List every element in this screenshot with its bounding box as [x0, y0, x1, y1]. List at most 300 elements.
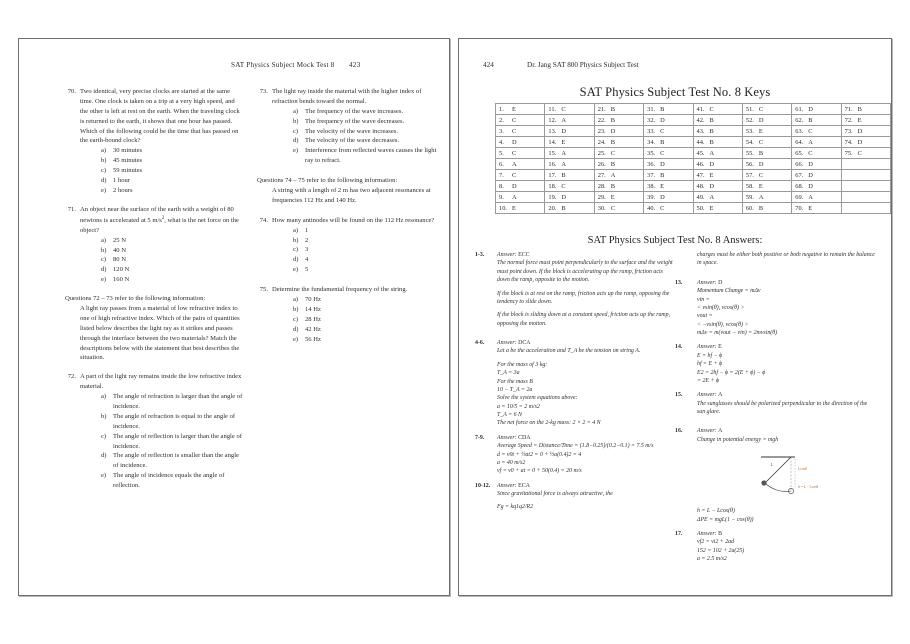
choice-item[interactable] [101, 451, 243, 471]
keys-cell-answer: C [758, 171, 764, 179]
answer-item-body [697, 427, 875, 524]
keys-cell-answer: D [808, 105, 813, 113]
choice-item[interactable] [293, 127, 439, 137]
keys-cell-number: 8. [499, 182, 504, 190]
choice-letter: b) [293, 117, 299, 125]
question-70-number: 70. [67, 88, 76, 95]
answers-column-left [475, 251, 673, 518]
answer-item-index: 1-3. [475, 252, 485, 258]
answer-line [697, 343, 875, 351]
answer-item-body [697, 391, 875, 421]
keys-cell [742, 126, 791, 137]
answer-line [697, 391, 875, 399]
keys-cell-answer: D [610, 127, 616, 135]
keys-cell-number: 66. [795, 160, 804, 168]
keys-cell-number: 10. [499, 204, 507, 212]
keys-cell [594, 126, 643, 137]
answer-item-index: 13. [675, 279, 683, 286]
keys-cell-number: 74. [844, 138, 853, 146]
choice-item[interactable] [293, 226, 439, 236]
keys-cell-number: 34. [647, 138, 656, 146]
choice-item[interactable] [293, 107, 439, 117]
keys-cell [644, 137, 693, 148]
question-74-number: 74. [259, 216, 268, 224]
keys-cell [594, 148, 643, 159]
choice-item[interactable] [293, 255, 439, 265]
keys-cell [644, 170, 693, 181]
stem-74-75 [257, 176, 439, 206]
keys-cell [644, 159, 693, 170]
question-75 [257, 285, 439, 344]
keys-cell [496, 104, 545, 115]
keys-cell [792, 104, 841, 115]
keys-table-row [496, 159, 891, 170]
answer-item-index: 17. [675, 530, 683, 537]
keys-cell [545, 159, 594, 170]
keys-cell-number: 9. [499, 193, 504, 201]
question-71 [65, 205, 243, 285]
choice-text: 5 [305, 266, 309, 274]
keys-cell [792, 148, 841, 159]
question-75-number: 75. [259, 286, 268, 294]
choice-letter: a) [293, 226, 299, 234]
keys-cell-number: 47. [696, 171, 705, 179]
choice-letter: b) [101, 412, 107, 420]
keys-cell-answer: D [709, 182, 715, 190]
keys-cell [841, 148, 890, 159]
question-75-choices [293, 295, 439, 344]
right-page [458, 38, 892, 596]
choice-item[interactable] [101, 146, 243, 156]
choice-letter: b) [293, 305, 299, 313]
keys-cell-answer: B [758, 149, 764, 157]
keys-cell-number: 43. [696, 127, 705, 135]
choice-item[interactable] [101, 275, 243, 285]
choice-letter: e) [293, 335, 299, 343]
keys-cell [792, 192, 841, 203]
keys-cell-answer: D [561, 193, 566, 201]
answer-item [675, 530, 875, 564]
pendulum-lcos-label: Lcosθ [798, 467, 807, 472]
keys-table-row [496, 203, 891, 214]
choice-letter: d) [293, 137, 299, 145]
question-72-text: A part of the light ray remains inside the low refractive index material. [80, 373, 242, 391]
question-73-choices [293, 107, 439, 166]
keys-cell-answer: D [758, 160, 764, 168]
keys-cell [742, 181, 791, 192]
pendulum-h-label: h = L − Lcosθ [798, 485, 819, 490]
question-75-text: Determine the fundamental frequency of the string. [272, 286, 408, 294]
choice-text: 56 Hz [305, 335, 321, 343]
choice-item[interactable] [101, 255, 243, 265]
choice-letter: c) [101, 167, 107, 175]
keys-cell [545, 137, 594, 148]
keys-cell-answer: D [808, 171, 813, 179]
keys-cell-answer: D [758, 116, 764, 124]
question-72-number: 72. [67, 373, 76, 381]
keys-cell-number: 15. [548, 149, 557, 157]
keys-cell-answer: E [512, 105, 516, 113]
choice-text: 120 N [113, 266, 130, 274]
keys-cell [496, 148, 545, 159]
right-page-number: 424 [483, 61, 494, 69]
choice-item[interactable] [101, 246, 243, 256]
choice-text: 160 N [113, 276, 130, 284]
keys-cell [792, 170, 841, 181]
keys-cell-answer: C [561, 105, 566, 113]
keys-cell [496, 137, 545, 148]
keys-table-row [496, 137, 891, 148]
answer-label: Answer: [697, 530, 719, 537]
keys-cell-answer: B [808, 116, 813, 124]
keys-cell-answer: B [660, 105, 665, 113]
answer-item [475, 482, 673, 512]
keys-table-row [496, 192, 891, 203]
keys-table-row [496, 104, 891, 115]
keys-cell-answer: D [660, 116, 665, 124]
choice-text: 30 minutes [113, 147, 143, 155]
answer-item-body [497, 251, 673, 333]
keys-cell-answer: C [512, 149, 517, 157]
choice-item[interactable] [293, 136, 439, 146]
keys-cell-answer: A [512, 193, 517, 201]
keys-cell [644, 126, 693, 137]
keys-cell-number: 69. [795, 193, 804, 201]
keys-cell [792, 203, 841, 214]
keys-cell-answer: E [857, 116, 862, 124]
keys-cell [545, 104, 594, 115]
choice-letter: d) [101, 177, 107, 185]
keys-cell-answer: E [610, 193, 615, 201]
question-70-choices [101, 146, 243, 195]
answer-math-line: E = hf − ϕ [697, 352, 723, 359]
keys-cell-number: 50. [696, 204, 705, 212]
choice-item[interactable] [293, 265, 439, 275]
answer-line [497, 434, 673, 442]
choice-letter: c) [293, 246, 299, 254]
keys-cell [792, 159, 841, 170]
choice-text: 80 N [113, 256, 127, 264]
choice-letter: d) [293, 256, 299, 264]
question-70 [65, 87, 243, 196]
answer-item-index: 16. [675, 428, 683, 435]
keys-cell [693, 170, 742, 181]
stem-72-73-heading: Questions 72 – 73 refer to the following information: [65, 295, 206, 303]
keys-cell-number: 48. [696, 182, 705, 190]
keys-cell-answer: C [758, 138, 764, 146]
keys-cell-number: 67. [795, 171, 804, 179]
answer-math-line: = 2E + ϕ [697, 377, 719, 384]
keys-cell-answer: B [709, 127, 714, 135]
keys-cell-answer: D [709, 160, 715, 168]
answer-math-line: < vsin(θ), vcos(θ) > [697, 304, 745, 311]
choice-item[interactable] [101, 236, 243, 246]
keys-cell-answer: E [709, 171, 714, 179]
choice-item[interactable] [293, 315, 439, 325]
answer-paragraph: If the block is sliding down at a constant speed, friction acts up the ramp, opposing the motion. [497, 312, 671, 327]
answer-paragraph: Let a be the acceleration and T_A be the tension on string A. [497, 348, 641, 355]
choice-item[interactable] [101, 265, 243, 275]
answer-paragraph: charges must be either both positive or both negative to remain the balance in space. [697, 252, 875, 267]
keys-cell-answer: E [512, 204, 516, 212]
keys-cell [693, 137, 742, 148]
keys-cell-number: 39. [647, 193, 656, 201]
keys-cell-answer: C [610, 204, 616, 212]
keys-cell-answer: B [660, 138, 665, 146]
keys-cell [644, 104, 693, 115]
choice-text: The angle of incidence equals the angle of reflection. [113, 472, 225, 490]
keys-cell-number: 68. [795, 182, 804, 190]
keys-cell-number: 5. [499, 149, 504, 157]
choice-letter: b) [101, 157, 107, 165]
keys-cell-number: 61. [795, 105, 804, 113]
keys-cell-answer: D [808, 182, 813, 190]
choice-text: 4 [305, 256, 309, 264]
choice-item[interactable] [101, 186, 243, 196]
keys-cell-answer: C [857, 149, 862, 157]
keys-cell-number: 19. [548, 193, 557, 201]
keys-cell-number: 2. [499, 116, 504, 124]
answer-item [675, 391, 875, 421]
keys-cell-answer: D [857, 138, 863, 146]
keys-cell-number: 14. [548, 138, 557, 146]
keys-cell [545, 181, 594, 192]
keys-cell [545, 170, 594, 181]
keys-cell-answer: D [857, 127, 863, 135]
keys-cell [496, 126, 545, 137]
keys-cell-number: 26. [597, 160, 606, 168]
answer-paragraph: Since gravitational force is always attractive, the [497, 491, 613, 497]
choice-item[interactable] [293, 305, 439, 315]
answer-math-line: For the mass of 3 kg: [497, 361, 548, 368]
keys-cell-answer: C [512, 116, 517, 124]
answer-line [697, 427, 875, 435]
keys-cell-answer: C [808, 149, 813, 157]
keys-cell [594, 170, 643, 181]
answer-item [675, 279, 875, 338]
stem-72-73-body: A light ray passes from a material of low refractive index to one of high refractive index. Which of the pairs of quantities listed below describes the light ray as it strikes and passes through the interface between the two materials? Match the descriptions below with the statement that best describes the situation. [80, 305, 240, 362]
keys-cell [496, 170, 545, 181]
answer-item-body [697, 251, 875, 273]
keys-cell-number: 1. [499, 105, 504, 113]
keys-cell-answer: E [660, 182, 665, 190]
choice-text: The velocity of the wave increases. [305, 127, 399, 135]
keys-cell [693, 126, 742, 137]
answer-item [675, 251, 875, 273]
keys-cell-number: 36. [647, 160, 656, 168]
stem-74-75-body: A string with a length of 2 m has two adjacent resonances at frequencies 112 Hz and 140 Hz. [272, 187, 431, 204]
keys-cell [496, 115, 545, 126]
keys-table-row [496, 126, 891, 137]
answer-line [497, 339, 673, 347]
keys-cell [545, 203, 594, 214]
answer-math-line: Average Speed = Distance/Time = (1.8−0.25)/(0.2−0.1) = 7.5 m/s [497, 443, 654, 450]
keys-cell [594, 203, 643, 214]
keys-cell [742, 137, 791, 148]
keys-cell [841, 170, 890, 181]
answer-item [475, 434, 673, 476]
choice-text: 70 Hz [305, 296, 321, 304]
choice-text: 25 N [113, 236, 127, 244]
answer-line [697, 279, 875, 287]
answers-column-right [675, 251, 875, 569]
keys-cell [693, 181, 742, 192]
answer-label: Answer: [697, 392, 719, 399]
answer-math-line: a = 10/5 = 2 m/s2 [497, 403, 540, 410]
keys-cell [792, 181, 841, 192]
choice-item[interactable] [293, 117, 439, 127]
choice-item[interactable] [293, 335, 439, 345]
keys-cell [841, 181, 890, 192]
keys-cell [693, 159, 742, 170]
choice-item[interactable] [101, 166, 243, 176]
answer-paragraph: The normal force must point perpendicularly to the surface and the weight must point down. If the block is accelerating up the ramp, friction acts down the ramp, opposite to the motion. [497, 260, 673, 284]
answer-item-index: 4-6. [475, 340, 485, 346]
keys-cell-answer: E [808, 204, 813, 212]
answer-keys-table [495, 103, 891, 214]
keys-cell-number: 12. [548, 116, 557, 124]
keys-cell-number: 6. [499, 160, 504, 168]
question-72 [65, 372, 243, 491]
keys-cell [496, 192, 545, 203]
choice-text: 3 [305, 246, 309, 254]
answer-value: A [718, 428, 723, 435]
keys-cell-answer: B [857, 105, 862, 113]
keys-cell [693, 115, 742, 126]
keys-cell-answer: B [610, 182, 616, 190]
answer-item-index: 15. [675, 392, 683, 399]
answer-item-body [497, 434, 673, 476]
question-71-text-post: , what is the net force on the object? [80, 216, 239, 234]
keys-cell-number: 75. [844, 149, 853, 157]
question-72-choices [101, 392, 243, 491]
question-73 [257, 87, 439, 166]
choice-item[interactable] [293, 325, 439, 335]
answer-math-line: < −vsin(θ), vcos(θ) > [697, 321, 749, 328]
keys-cell [841, 159, 890, 170]
question-73-number: 73. [259, 88, 268, 95]
keys-cell [742, 159, 791, 170]
choice-item[interactable] [101, 156, 243, 166]
keys-cell [644, 203, 693, 214]
question-71-choices [101, 236, 243, 285]
keys-table-row [496, 170, 891, 181]
answer-value: ECC [518, 252, 530, 258]
keys-cell-answer: A [808, 193, 813, 201]
choice-letter: c) [101, 432, 107, 440]
choice-text: The angle of refraction is larger than the angle of incidence. [113, 393, 243, 411]
choice-item[interactable] [293, 295, 439, 305]
left-page [18, 38, 450, 596]
question-71-text-pre: An object near the surface of the earth with a weight of 80 newtons is accelerated at 5 m/s [80, 205, 234, 224]
keys-cell-number: 40. [647, 204, 656, 212]
keys-cell-answer: A [561, 149, 566, 157]
keys-cell-number: 58. [745, 182, 754, 190]
answers-title: SAT Physics Subject Test No. 8 Answers: [587, 235, 763, 246]
choice-item[interactable] [293, 146, 439, 166]
keys-cell [693, 192, 742, 203]
question-74-choices [293, 226, 439, 275]
keys-cell-answer: C [610, 149, 616, 157]
keys-cell-number: 63. [795, 127, 804, 135]
answer-math-line: Solve the system equations above: [497, 395, 578, 402]
keys-cell-answer: A [561, 116, 566, 124]
choice-item[interactable] [293, 245, 439, 255]
choice-letter: c) [101, 256, 107, 264]
answer-math-line: E2 = 2hf − ϕ = 2(E + ϕ) − ϕ [697, 369, 766, 376]
answer-math-line: 152 = 102 + 2a(25) [697, 547, 745, 554]
pendulum-diagram [735, 449, 853, 503]
answer-label: Answer: [697, 428, 719, 435]
keys-cell-number: 3. [499, 127, 504, 135]
keys-cell-answer: C [660, 149, 665, 157]
keys-cell-answer: C [709, 105, 714, 113]
keys-cell [545, 126, 594, 137]
left-page-number: 423 [349, 61, 361, 69]
keys-cell-answer: D [660, 193, 665, 201]
choice-item[interactable] [101, 392, 243, 412]
choice-letter: b) [293, 236, 299, 244]
choice-text: 1 hour [113, 177, 131, 185]
answer-math-line: The net force on the 2-kg mass: 2 × 2 = 4 N [497, 420, 601, 427]
choice-item[interactable] [101, 176, 243, 186]
keys-cell-answer: C [512, 171, 517, 179]
answer-item-body [697, 343, 875, 385]
choice-item[interactable] [293, 236, 439, 246]
keys-cell-number: 73. [844, 127, 853, 135]
keys-cell-number: 56. [745, 160, 754, 168]
keys-cell-answer: D [512, 182, 517, 190]
stem-74-75-heading: Questions 74 – 75 refer to the following information: [257, 177, 398, 185]
choice-text: 45 minutes [113, 157, 143, 165]
answer-math-line: mΔv = m(vout − vin) = 2mvsin(θ) [697, 330, 778, 336]
keys-cell-answer: B [561, 171, 566, 179]
answer-item [675, 343, 875, 385]
keys-cell [742, 192, 791, 203]
answer-math-line: vin = [697, 296, 710, 303]
choice-item[interactable] [101, 471, 243, 491]
keys-cell [594, 137, 643, 148]
keys-cell [742, 104, 791, 115]
keys-cell-answer: D [808, 160, 813, 168]
keys-cell-answer: E [758, 127, 763, 135]
keys-cell [792, 137, 841, 148]
choice-item[interactable] [101, 412, 243, 432]
keys-cell-number: 24. [597, 138, 606, 146]
choice-item[interactable] [101, 432, 243, 452]
keys-cell [841, 192, 890, 203]
keys-cell [742, 115, 791, 126]
choice-letter: e) [101, 186, 107, 194]
answer-label: Answer: [697, 344, 719, 351]
answer-math-line: T_A = 6 N [497, 412, 522, 418]
keys-cell-answer: A [610, 171, 616, 179]
keys-cell-number: 49. [696, 193, 705, 201]
choice-text: 14 Hz [305, 305, 321, 313]
keys-cell-number: 38. [647, 182, 656, 190]
keys-cell-number: 37. [647, 171, 656, 179]
keys-cell [693, 104, 742, 115]
keys-cell [496, 159, 545, 170]
answer-value: ECA [518, 482, 530, 489]
keys-cell-number: 27. [597, 171, 606, 179]
answer-math-line: ΔPE = mgL(1 − cos(θ)) [697, 516, 754, 523]
keys-cell-answer: A [561, 160, 566, 168]
answer-math-line: a = 40 m/s2 [497, 459, 526, 466]
choice-text: 28 Hz [305, 315, 321, 323]
answer-label: Answer: [497, 340, 519, 346]
keys-cell-number: 16. [548, 160, 557, 168]
